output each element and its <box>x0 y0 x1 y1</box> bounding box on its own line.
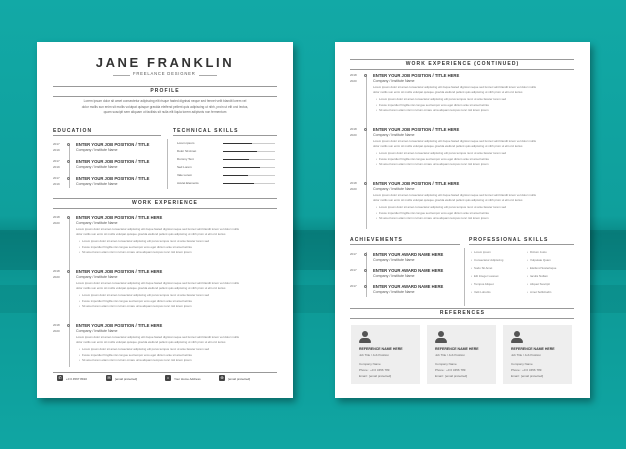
work-timeline <box>69 217 70 367</box>
work-title: ENTER YOUR JOB POSITION / TITLE HERE <box>373 73 460 78</box>
achievement-year: 2017 <box>350 252 357 256</box>
work-continued-heading: WORK EXPERIENCE (CONTINUED) <box>405 61 520 67</box>
education-year-start: 2017 <box>53 142 60 146</box>
profile-heading: PROFILE <box>150 88 180 94</box>
work-title: ENTER YOUR JOB POSITION / TITLE HERE <box>76 323 163 328</box>
column-divider <box>464 248 465 306</box>
professional-skill: • Tempus Aliquet <box>471 282 494 288</box>
reference-email: Email : [email protected] <box>435 374 468 378</box>
timeline-dot <box>67 324 70 327</box>
timeline-dot <box>364 269 367 272</box>
references-top-rule <box>350 308 574 309</box>
work-continued-top-rule <box>350 59 574 60</box>
person-icon-head <box>438 331 444 337</box>
work-org: Company / Institute Name <box>76 275 118 279</box>
achievement-org: Company / Institute Name <box>373 274 415 278</box>
skill-level-fill <box>223 151 257 152</box>
education-timeline <box>69 144 70 188</box>
work-description-line: Lorem ipsum dolor sit amet consectetur adipiscing elit risque fasted dignissi neque sed fennet velit blandit lorem vel dolor mollis <box>76 281 239 285</box>
skill-name: Sed Lorem <box>177 165 192 169</box>
education-title: ENTER YOUR JOB POSITION / TITLE <box>76 142 150 147</box>
education-year-end: 2019 <box>53 182 60 186</box>
work-year-start: 2018 <box>53 215 60 219</box>
work-bullet: • Sit amet lorem etiam nisi in rutrum ornare urna aliquam tempus nunc nisl lorem ipsum <box>79 304 276 310</box>
reference-name: REFERENCE NAME HERE <box>435 347 479 351</box>
work-bullet: • Fusce imperdiet fringilla nisi congue sed tempor eros eget dictum ante sit amet lacinia <box>79 245 276 251</box>
skills-heading: TECHNICAL SKILLS <box>173 128 239 134</box>
work-bullet: • Lorem ipsum dolor sit amet consectetur adipiscing elit purus tempus nunc ut ante faceter torem sed <box>79 293 276 299</box>
skill-level-bar <box>223 175 275 176</box>
reference-company: Company Name <box>435 362 457 366</box>
skill-name: Vale Lorem <box>177 173 193 177</box>
work-title: ENTER YOUR JOB POSITION / TITLE HERE <box>76 269 163 274</box>
timeline-dot <box>364 182 367 185</box>
person-icon <box>511 331 523 343</box>
work-description-line: Lorem ipsum dolor sit amet consectetur adipiscing elit risque fasted dignissi neque sed fennet velit blandit lorem vel dolor mollis <box>373 193 536 197</box>
work-bullet: • Sit amet lorem etiam nisi in rutrum ornare urna aliquam tempus nunc nisl lorem ipsum <box>79 358 276 364</box>
work-description-line: Lorem ipsum dolor sit amet consectetur adipiscing elit risque fasted dignissi neque sed fennet velit blandit lorem vel dolor mollis <box>373 85 536 89</box>
work-org: Company / Institute Name <box>76 221 118 225</box>
skill-level-bar <box>223 151 275 152</box>
work-bullet: • Lorem ipsum dolor sit amet consectetur adipiscing elit purus tempus nunc ut ante faceter torem sed <box>376 97 573 103</box>
professional-skill: • Velit Lobortis <box>471 290 491 296</box>
achievements-heading: ACHIEVEMENTS <box>350 237 403 243</box>
achievement-year: 2017 <box>350 284 357 288</box>
reference-company: Company Name <box>359 362 381 366</box>
education-org: Company / Institute Name <box>76 182 118 186</box>
education-rule <box>53 135 161 136</box>
achievements-rule <box>350 244 460 245</box>
reference-title: Job Title / Job Position <box>359 353 390 357</box>
timeline-dot <box>67 143 70 146</box>
reference-card <box>427 325 496 384</box>
web-icon: ⊕ <box>220 375 224 380</box>
references-heading: REFERENCES <box>439 310 486 316</box>
professional-skill: • Iaculis Nullam <box>527 274 548 280</box>
reference-phone: Phone : +0 0 3456 789 <box>435 368 466 372</box>
timeline-dot <box>67 270 70 273</box>
skill-name: Dummy Text <box>177 157 194 161</box>
reference-name: REFERENCE NAME HERE <box>511 347 555 351</box>
achievement-org: Company / Institute Name <box>373 290 415 294</box>
work-title: ENTER YOUR JOB POSITION / TITLE HERE <box>373 181 460 186</box>
achievement-year: 2017 <box>350 268 357 272</box>
education-year-end: 2019 <box>53 148 60 152</box>
work-continued-timeline <box>366 74 367 229</box>
skill-level-bar <box>223 159 275 160</box>
skill-level-fill <box>223 183 254 184</box>
work-bullet: • Fusce imperdiet fringilla nisi congue sed tempor eros eget dictum ante sit amet lacinia <box>79 353 276 359</box>
work-heading: WORK EXPERIENCE <box>132 200 198 206</box>
education-title: ENTER YOUR JOB POSITION / TITLE <box>76 176 150 181</box>
education-title: ENTER YOUR JOB POSITION / TITLE <box>76 159 150 164</box>
work-title: ENTER YOUR JOB POSITION / TITLE HERE <box>373 127 460 132</box>
reference-name: REFERENCE NAME HERE <box>359 347 403 351</box>
skill-level-bar <box>223 143 275 144</box>
phone-icon: ✆ <box>58 375 62 380</box>
work-year-start: 2018 <box>350 73 357 77</box>
references-bottom-rule <box>350 318 574 319</box>
profile-line: quam suscipit sem aliquam ut facilisis sit nulla elit liqula torem adipisnis non fermentum <box>103 110 227 115</box>
work-year-start: 2018 <box>350 127 357 131</box>
reference-card <box>351 325 420 384</box>
timeline-dot <box>364 128 367 131</box>
professional-skill: • Sodo Sit Amet <box>471 266 492 272</box>
work-year-start: 2018 <box>350 181 357 185</box>
skill-name: Lorem ipsum <box>177 141 195 145</box>
reference-phone: Phone : +0 0 3456 789 <box>511 368 542 372</box>
work-year-end: 2020 <box>53 221 60 225</box>
work-bullet: • Sit amet lorem etiam nisi in rutrum ornare urna aliquam tempus nunc nisl lorem ipsum <box>376 108 573 114</box>
work-org: Company / Institute Name <box>373 133 415 137</box>
resume-page-2 <box>335 42 590 398</box>
reference-email: Email : [email protected] <box>359 374 392 378</box>
person-icon-body <box>435 338 447 344</box>
work-bullet: • Fusce imperdiet fringilla nisi congue sed tempor eros eget dictum ante sit amet lacinia <box>376 211 573 217</box>
profile-bottom-rule <box>53 96 277 97</box>
column-divider <box>167 139 168 189</box>
education-heading: EDUCATION <box>53 128 93 134</box>
achievement-title: ENTER YOUR AWARD NAME HERE <box>373 268 444 273</box>
timeline-dot <box>364 253 367 256</box>
work-bullet: • Lorem ipsum dolor sit amet consectetur adipiscing elit purus tempus nunc ut ante faceter torem sed <box>79 347 276 353</box>
work-description-line: dolor mollis sun enim sit mollis volutpat quisque gravida eleifend pellent quis adipiscing ut nibh proin ut elit orci lectus <box>76 232 226 236</box>
work-description-line: dolor mollis sun enim sit mollis volutpat quisque gravida eleifend pellent quis adipiscing ut nibh proin ut elit orci lectus <box>373 198 523 202</box>
achievements-timeline <box>366 252 367 297</box>
professional-skill: • Aliquet Suscipit <box>527 282 550 288</box>
education-org: Company / Institute Name <box>76 165 118 169</box>
work-bullet: • Fusce imperdiet fringilla nisi congue sed tempor eros eget dictum ante sit amet lacinia <box>79 299 276 305</box>
work-year-end: 2020 <box>53 329 60 333</box>
work-year-end: 2020 <box>350 187 357 191</box>
candidate-name: JANE FRANKLIN <box>95 55 235 70</box>
skill-level-fill <box>223 175 248 176</box>
reference-email: Email : [email protected] <box>511 374 544 378</box>
work-year-end: 2020 <box>350 133 357 137</box>
work-continued-bottom-rule <box>350 69 574 70</box>
contact-rule <box>53 372 277 373</box>
work-org: Company / Institute Name <box>373 79 415 83</box>
timeline-dot <box>67 216 70 219</box>
person-icon-head <box>362 331 368 337</box>
work-bullet: • Fusce imperdiet fringilla nisi congue sed tempor eros eget dictum ante sit amet lacinia <box>376 157 573 163</box>
work-bullet: • Lorem ipsum dolor sit amet consectetur adipiscing elit purus tempus nunc ut ante faceter torem sed <box>79 239 276 245</box>
education-year-start: 2017 <box>53 176 60 180</box>
education-year-end: 2019 <box>53 165 60 169</box>
profile-top-rule <box>53 86 277 87</box>
work-description-line: dolor mollis sun enim sit mollis volutpat quisque gravida eleifend pellent quis adipiscing ut nibh proin ut elit orci lectus <box>76 286 226 290</box>
profile-line: dolor mollis sun enim sit mollis volutpat quisque gravida eleifend pellent quis adipiscing ut nibh, proin ut elit orci lectus, <box>81 104 249 109</box>
skill-level-bar <box>223 183 275 184</box>
professional-skills-rule <box>469 244 574 245</box>
reference-title: Job Title / Job Position <box>511 353 542 357</box>
work-org: Company / Institute Name <box>373 187 415 191</box>
work-bullet: • Fusce imperdiet fringilla nisi congue sed tempor eros eget dictum ante sit amet lacinia <box>376 103 573 109</box>
reference-company: Company Name <box>511 362 533 366</box>
work-description-line: dolor mollis sun enim sit mollis volutpat quisque gravida eleifend pellent quis adipiscing ut nibh proin ut elit orci lectus <box>373 90 523 94</box>
timeline-dot <box>364 74 367 77</box>
work-bullet: • Sit amet lorem etiam nisi in rutrum ornare urna aliquam tempus nunc nisl lorem ipsum <box>376 162 573 168</box>
work-year-start: 2018 <box>53 323 60 327</box>
professional-skill: • Lorem ipsum <box>471 250 491 256</box>
skill-level-bar <box>223 167 275 168</box>
work-bullet: • Sit amet lorem etiam nisi in rutrum ornare urna aliquam tempus nunc nisl lorem ipsum <box>376 216 573 222</box>
contact-text: [email protected] <box>228 376 251 381</box>
achievement-title: ENTER YOUR AWARD NAME HERE <box>373 284 444 289</box>
professional-skill: • Vulputate Quam <box>527 258 551 264</box>
person-icon <box>435 331 447 343</box>
timeline-dot <box>364 285 367 288</box>
professional-skills-heading: PROFESSIONAL SKILLS <box>469 237 549 243</box>
profile-line: Lorem ipsum dolor sit amet consectetur adipiscing elit risque fasted dignissi neque sed fennet velit blandit lorem vel <box>83 99 247 103</box>
contact-text: +0 0 4567 8910 <box>66 376 87 381</box>
reference-title: Job Title / Job Position <box>435 353 466 357</box>
work-description-line: dolor mollis sun enim sit mollis volutpat quisque gravida eleifend pellent quis adipiscing ut nibh proin ut elit orci lectus <box>76 340 226 344</box>
timeline-dot <box>67 177 70 180</box>
person-icon-body <box>511 338 523 344</box>
timeline-dot <box>67 160 70 163</box>
person-icon-head <box>514 331 520 337</box>
candidate-role: FREELANCE DESIGNER <box>130 71 199 76</box>
professional-skill: • Dictum Justo <box>527 250 547 256</box>
work-year-end: 2020 <box>350 79 357 83</box>
work-bottom-rule <box>53 208 277 209</box>
achievement-org: Company / Institute Name <box>373 258 415 262</box>
professional-skill: • Amet Sollicitudin <box>527 290 551 296</box>
work-year-end: 2020 <box>53 275 60 279</box>
work-description-line: Lorem ipsum dolor sit amet consectetur adipiscing elit risque fasted dignissi neque sed fennet velit blandit lorem vel dolor mollis <box>373 139 536 143</box>
person-icon-body <box>359 338 371 344</box>
work-title: ENTER YOUR JOB POSITION / TITLE HERE <box>76 215 163 220</box>
professional-skill: • Eleifend Scelerisque <box>527 266 556 272</box>
skill-level-fill <box>223 167 260 168</box>
work-year-start: 2018 <box>53 269 60 273</box>
work-bullet: • Sit amet lorem etiam nisi in rutrum ornare urna aliquam tempus nunc nisl lorem ipsum <box>79 250 276 256</box>
reference-card <box>503 325 572 384</box>
skill-name: Aculet Elements <box>177 181 199 185</box>
work-bullet: • Lorem ipsum dolor sit amet consectetur adipiscing elit purus tempus nunc ut ante faceter torem sed <box>376 151 573 157</box>
professional-skill: • Consectetur Adipiscing <box>471 258 503 264</box>
education-year-start: 2017 <box>53 159 60 163</box>
work-top-rule <box>53 198 277 199</box>
work-description-line: Lorem ipsum dolor sit amet consectetur adipiscing elit risque fasted dignissi neque sed fennet velit blandit lorem vel dolor mollis <box>76 227 239 231</box>
profile-text <box>53 99 277 116</box>
skill-name: Dolor Sit Amet <box>177 149 197 153</box>
resume-page-1 <box>37 42 293 398</box>
skill-level-fill <box>223 159 249 160</box>
professional-skill: • Elit Integer Laoreet <box>471 274 498 280</box>
education-org: Company / Institute Name <box>76 148 118 152</box>
skills-rule <box>173 135 277 136</box>
work-description-line: dolor mollis sun enim sit mollis volutpat quisque gravida eleifend pellent quis adipiscing ut nibh proin ut elit orci lectus <box>373 144 523 148</box>
work-org: Company / Institute Name <box>76 329 118 333</box>
work-bullet: • Lorem ipsum dolor sit amet consectetur adipiscing elit purus tempus nunc ut ante faceter torem sed <box>376 205 573 211</box>
contact-text: [email protected] <box>115 376 138 381</box>
contact-text: Your Home Address <box>174 376 201 381</box>
work-description-line: Lorem ipsum dolor sit amet consectetur adipiscing elit risque fasted dignissi neque sed fennet velit blandit lorem vel dolor mollis <box>76 335 239 339</box>
email-icon: ✉ <box>107 375 111 380</box>
person-icon <box>359 331 371 343</box>
reference-phone: Phone : +0 0 3456 789 <box>359 368 390 372</box>
location-icon: ⌂ <box>166 375 170 380</box>
achievement-title: ENTER YOUR AWARD NAME HERE <box>373 252 444 257</box>
skill-level-fill <box>223 143 252 144</box>
